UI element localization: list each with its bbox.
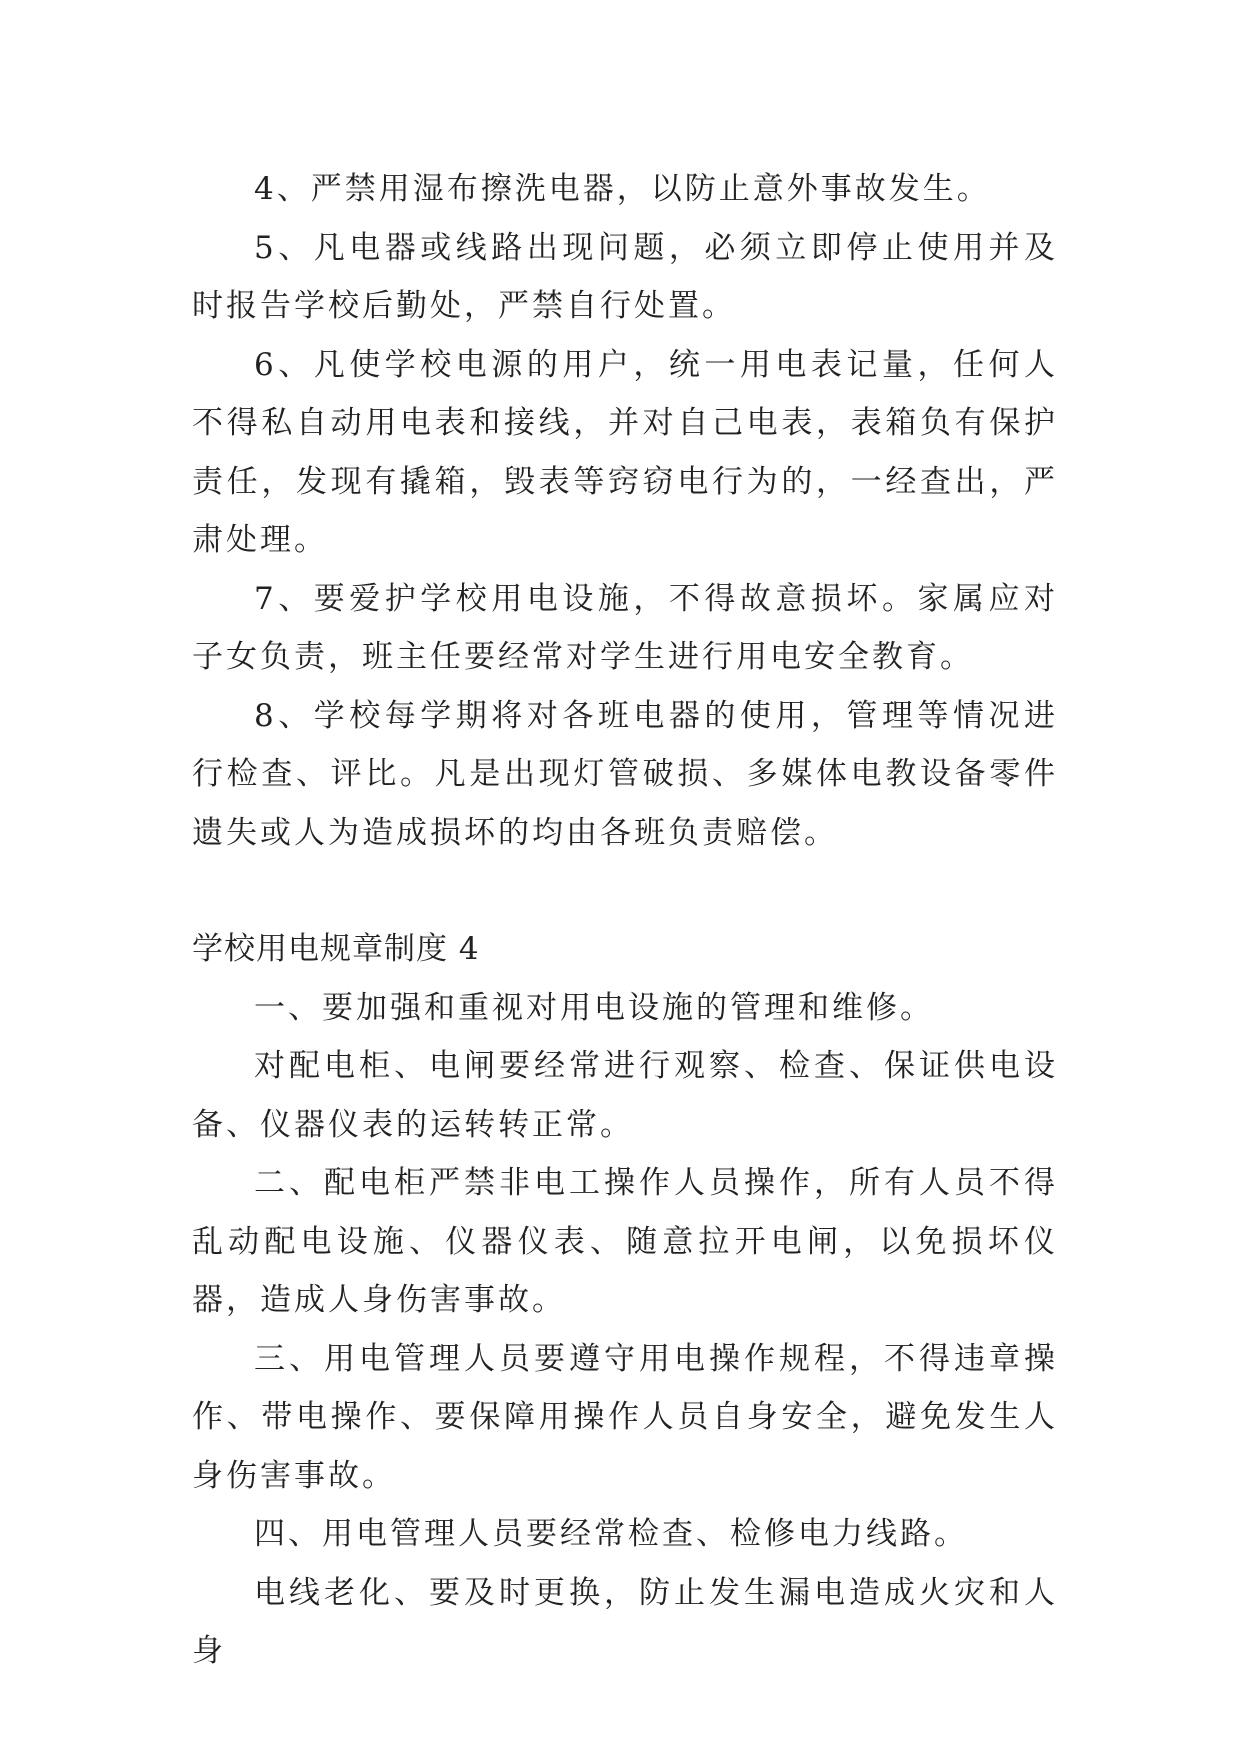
rule-item-two: 二、配电柜严禁非电工操作人员操作，所有人员不得乱动配电设施、仪器仪表、随意拉开电闸，以免损坏仪器，造成人身伤害事故。	[192, 1165, 1058, 1318]
rule-item-four-detail: 电线老化、要及时更换，防止发生漏电造成火灾和人身	[192, 1574, 1058, 1669]
rule-item-three: 三、用电管理人员要遵守用电操作规程，不得违章操作、带电操作、要保障用操作人员自身安全，避免发生人身伤害事故。	[192, 1340, 1058, 1494]
rule-item-four: 四、用电管理人员要经常检查、检修电力线路。	[254, 1516, 968, 1552]
rule-item-4: 4、严禁用湿布擦洗电器，以防止意外事故发生。	[254, 171, 991, 207]
rule-item-5: 5、凡电器或线路出现问题，必须立即停止使用并及时报告学校后勤处，严禁自行处置。	[192, 229, 1058, 324]
section-spacer	[192, 862, 1058, 920]
section-title: 学校用电规章制度 4	[192, 931, 480, 967]
rule-item-one: 一、要加强和重视对用电设施的管理和维修。	[254, 989, 934, 1026]
rule-item-one-detail: 对配电柜、电闸要经常进行观察、检查、保证供电设备、仪器仪表的运转转正常。	[192, 1048, 1058, 1143]
document-body	[192, 160, 1058, 1681]
rule-item-6: 6、凡使学校电源的用户，统一用电表记量，任何人不得私自动用电表和接线，并对自己电表，表箱负有保护责任，发现有撬箱，毁表等窍窃电行为的，一经查出，严肃处理。	[192, 346, 1058, 558]
rule-item-7: 7、要爱护学校用电设施，不得故意损坏。家属应对子女负责，班主任要经常对学生进行用电安全教育。	[192, 580, 1058, 675]
rule-item-8: 8、学校每学期将对各班电器的使用，管理等情况进行检查、评比。凡是出现灯管破损、多媒体电教设备零件遗失或人为造成损坏的均由各班负责赔偿。	[192, 697, 1058, 851]
